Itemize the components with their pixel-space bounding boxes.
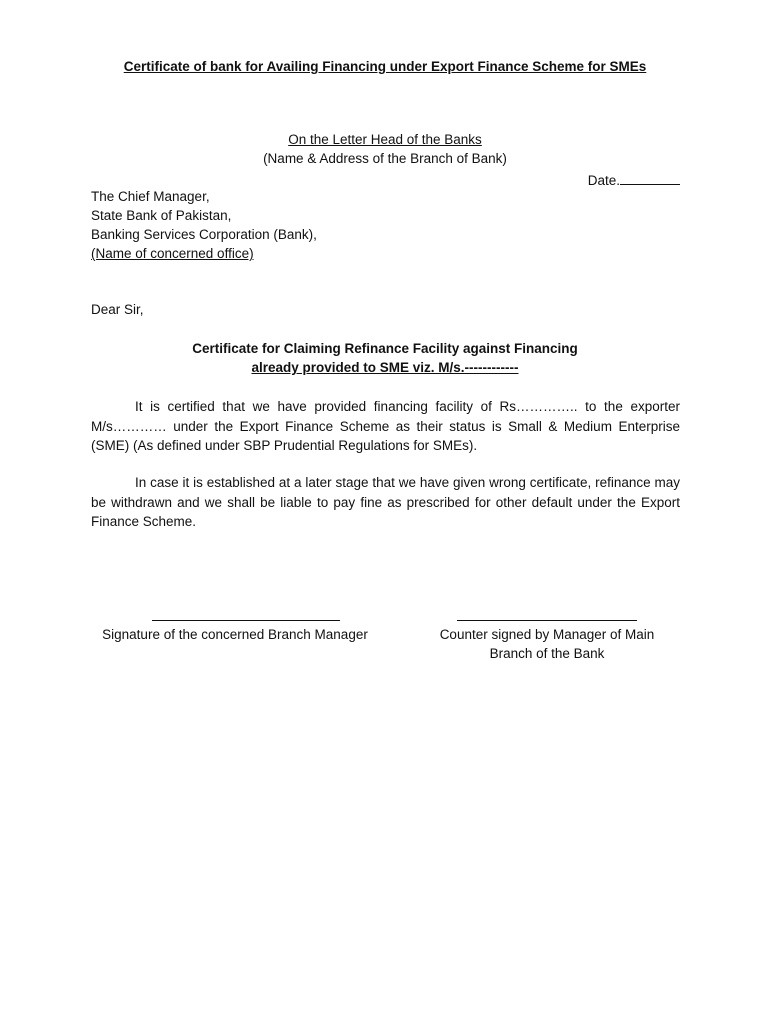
addressee-line-3: Banking Services Corporation (Bank),	[91, 227, 317, 242]
letterhead-note: On the Letter Head of the Banks	[288, 132, 482, 147]
branch-note: (Name & Address of the Branch of Bank)	[263, 151, 507, 166]
body-paragraph-2: In case it is established at a later stage that we have given wrong certificate, refinance may be withdrawn and we shall be liable to pay fine as prescribed for other default under the Export Finance Scheme.	[91, 475, 680, 529]
date-field	[588, 170, 680, 188]
date-label: Date.	[587, 173, 620, 188]
addressee-line-4: (Name of concerned office)	[91, 246, 254, 261]
right-signature-label-1: Counter signed by Manager of Main	[439, 627, 655, 642]
right-signature-label-2: Branch of the Bank	[489, 646, 605, 661]
subject-line-1: Certificate for Claiming Refinance Facility against Financing	[192, 341, 578, 356]
addressee-line-1: The Chief Manager,	[91, 189, 210, 204]
document-title: Certificate of bank for Availing Financing under Export Finance Scheme for SMEs	[123, 59, 647, 74]
date-blank-line	[620, 170, 680, 185]
left-signature-line	[152, 620, 340, 621]
subject-line-2: already provided to SME viz. M/s.------------	[251, 360, 519, 375]
addressee-line-2: State Bank of Pakistan,	[91, 208, 232, 223]
left-signature-label: Signature of the concerned Branch Manager	[102, 627, 368, 642]
right-signature-line	[457, 620, 637, 621]
body-paragraph-1: It is certified that we have provided financing facility of Rs………….. to the exporter M/s………… under the Export Finance Scheme as their status is Small & Medium Enterprise (SME) (As defined under SBP Prudential Regulations for SMEs).	[91, 399, 680, 453]
salutation: Dear Sir,	[91, 302, 144, 317]
